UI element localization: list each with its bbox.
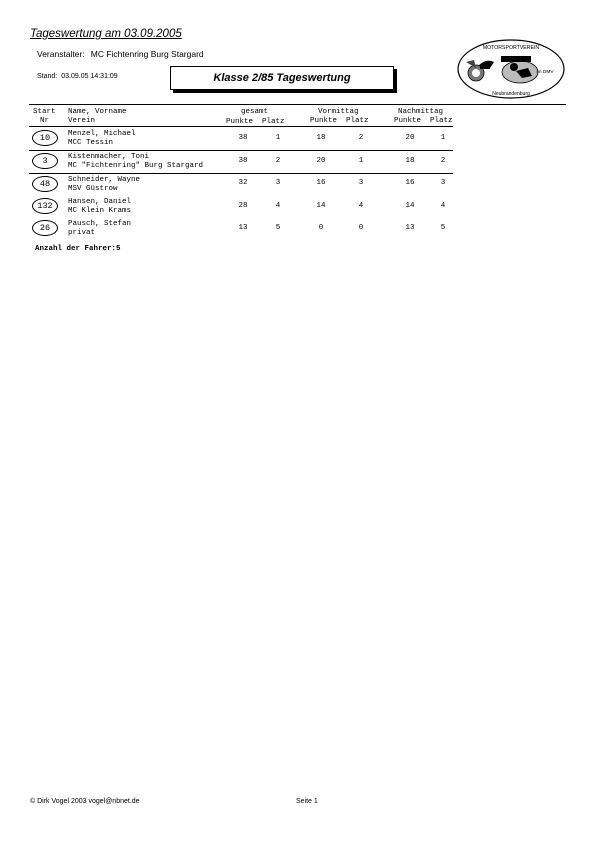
driver-name: Menzel, Michael	[68, 130, 136, 138]
morning-points: 0	[318, 224, 324, 232]
footer-page-number: Seite 1	[296, 798, 318, 805]
logo-mid-text: im DMV	[536, 70, 554, 75]
col-afternoon-points-header: Punkte	[394, 117, 422, 125]
total-points: 38	[238, 157, 248, 165]
row-divider	[29, 126, 453, 127]
col-total-points-header: Punkte	[226, 118, 254, 126]
col-afternoon-place-header: Platz	[430, 117, 453, 125]
afternoon-points: 14	[405, 202, 415, 210]
organizer-label: Veranstalter:	[37, 49, 85, 59]
col-start-header-1: Start	[33, 108, 56, 116]
total-points: 38	[238, 134, 248, 142]
morning-points: 16	[316, 179, 326, 187]
col-afternoon-header: Nachmittag	[398, 108, 444, 116]
table-row	[0, 218, 595, 240]
total-points: 28	[238, 202, 248, 210]
col-morning-place-header: Platz	[346, 117, 369, 125]
driver-club: MCC Tessin	[68, 139, 114, 147]
afternoon-points: 13	[405, 224, 415, 232]
morning-place: 0	[358, 224, 364, 232]
table-row	[0, 151, 595, 173]
driver-club: privat	[68, 229, 96, 237]
header-rule	[29, 104, 566, 105]
afternoon-place: 3	[440, 179, 446, 187]
afternoon-points: 16	[405, 179, 415, 187]
afternoon-place: 2	[440, 157, 446, 165]
afternoon-place: 1	[440, 134, 446, 142]
start-number-badge: 48	[32, 176, 58, 192]
col-total-header: gesamt	[241, 108, 269, 116]
total-place: 5	[275, 224, 281, 232]
col-club-header: Verein	[68, 117, 96, 125]
afternoon-place: 5	[440, 224, 446, 232]
morning-points: 18	[316, 134, 326, 142]
total-place: 1	[275, 134, 281, 142]
driver-count: Anzahl der Fahrer:5	[35, 245, 121, 253]
driver-name: Kistenmacher, Toni	[68, 153, 150, 161]
logo-bottom-text: Neubrandenburg	[492, 91, 530, 97]
footer-copyright: © Dirk Vogel 2003 vogel@nbnet.de	[30, 798, 140, 805]
col-name-header: Name, Vorname	[68, 108, 127, 116]
total-place: 3	[275, 179, 281, 187]
class-title-box	[170, 66, 394, 90]
start-number-badge: 26	[32, 220, 58, 236]
morning-points: 14	[316, 202, 326, 210]
driver-name: Hansen, Daniel	[68, 198, 132, 206]
timestamp-value: 03.09.05 14:31:09	[61, 73, 118, 80]
morning-place: 3	[358, 179, 364, 187]
afternoon-points: 18	[405, 157, 415, 165]
afternoon-points: 20	[405, 134, 415, 142]
total-place: 4	[275, 202, 281, 210]
driver-name: Schneider, Wayne	[68, 176, 141, 184]
driver-club: MC Klein Krams	[68, 207, 132, 215]
logo-top-text: MOTORSPORTVEREIN	[482, 45, 540, 51]
page-title: Tageswertung am 03.09.2005	[30, 28, 182, 40]
driver-club: MC "Fichtenring" Burg Stargard	[68, 162, 204, 170]
start-number-badge: 3	[32, 153, 58, 169]
table-row	[0, 128, 595, 150]
col-start-header-2: Nr	[40, 117, 50, 125]
start-number-badge: 132	[32, 198, 58, 214]
morning-points: 20	[316, 157, 326, 165]
col-morning-header: Vormittag	[318, 108, 359, 116]
table-row	[0, 196, 595, 218]
timestamp-label: Stand:	[37, 73, 58, 80]
table-row	[0, 174, 595, 196]
organizer-name: MC Fichtenring Burg Stargard	[90, 49, 204, 59]
col-morning-points-header: Punkte	[310, 117, 338, 125]
organizer-line	[37, 49, 204, 59]
total-points: 13	[238, 224, 248, 232]
morning-place: 4	[358, 202, 364, 210]
driver-club: MSV Güstrow	[68, 185, 118, 193]
driver-name: Pausch, Stefan	[68, 220, 132, 228]
club-logo	[456, 38, 566, 100]
class-title: Klasse 2/85 Tageswertung	[213, 72, 351, 84]
morning-place: 1	[358, 157, 364, 165]
morning-place: 2	[358, 134, 364, 142]
start-number-badge: 10	[32, 130, 58, 146]
total-place: 2	[275, 157, 281, 165]
total-points: 32	[238, 179, 248, 187]
afternoon-place: 4	[440, 202, 446, 210]
timestamp-line	[37, 73, 118, 80]
col-total-place-header: Platz	[262, 118, 285, 126]
